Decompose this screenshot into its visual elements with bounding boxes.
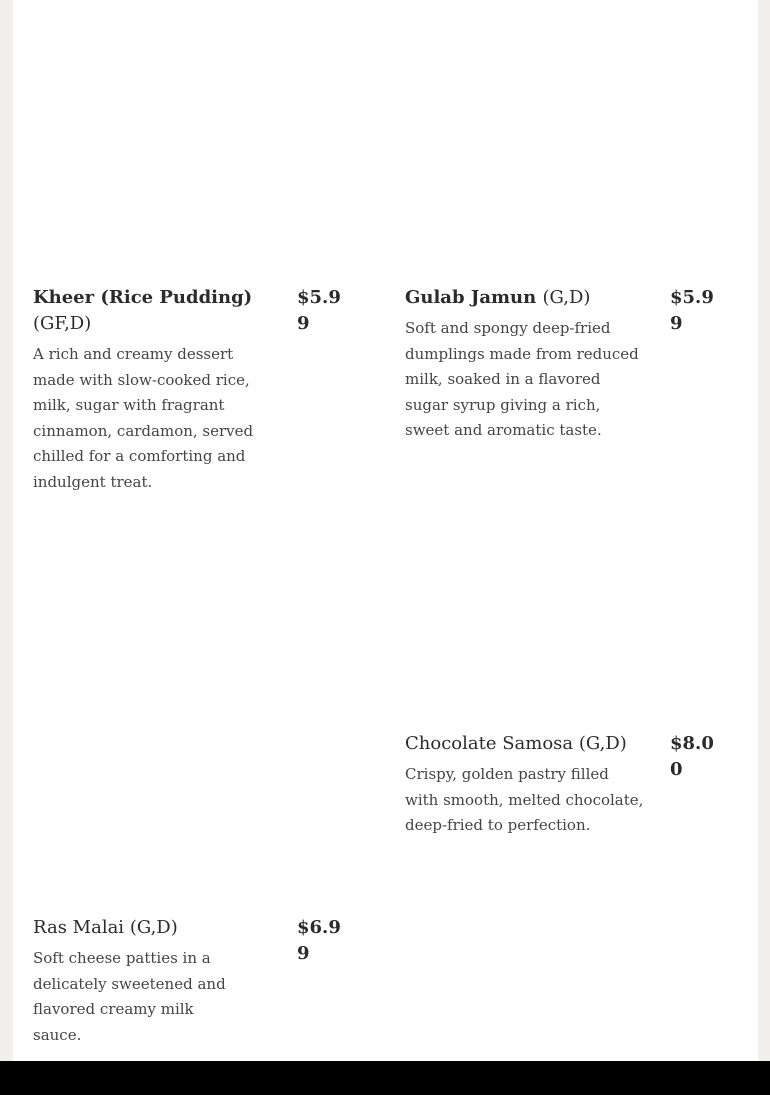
- menu-item-kheer[interactable]: [33, 285, 353, 491]
- item-title: Kheer (Rice Pudding): [33, 287, 253, 308]
- item-description: Crispy, golden pastry filled with smooth, melted chocolate, deep-fried to perfection.: [405, 765, 644, 834]
- item-name: [33, 915, 283, 941]
- item-name: [33, 285, 273, 337]
- item-name: [405, 285, 655, 311]
- menu-item-ras-malai[interactable]: [33, 915, 353, 1044]
- item-name: [405, 731, 655, 757]
- dietary-tags: (GF,D): [33, 313, 92, 334]
- item-description: A rich and creamy dessert made with slow-cooked rice, milk, sugar with fragrant cinnamon, cardamon, served chilled for a comforting and indulgent treat.: [33, 345, 254, 491]
- item-price: $5.99: [297, 287, 341, 334]
- item-title: Chocolate Samosa: [405, 733, 574, 754]
- dietary-tags: (G,D): [129, 917, 178, 938]
- item-title: Gulab Jamun: [405, 287, 537, 308]
- item-description: Soft cheese patties in a delicately sweetened and flavored creamy milk sauce.: [33, 949, 226, 1044]
- item-price: $5.99: [670, 287, 714, 334]
- menu-item-chocolate-samosa[interactable]: [405, 731, 725, 851]
- dietary-tags: (G,D): [578, 733, 627, 754]
- footer-bar: [0, 1061, 770, 1095]
- menu-panel: [13, 0, 758, 1061]
- item-title: Ras Malai: [33, 917, 125, 938]
- item-price: $8.00: [670, 733, 714, 780]
- item-price: $6.99: [297, 917, 341, 964]
- dietary-tags: (G,D): [542, 287, 591, 308]
- menu-item-gulab-jamun[interactable]: [405, 285, 725, 455]
- item-description: Soft and spongy deep-fried dumplings made from reduced milk, soaked in a flavored sugar syrup giving a rich, sweet and aromatic taste.: [405, 319, 639, 439]
